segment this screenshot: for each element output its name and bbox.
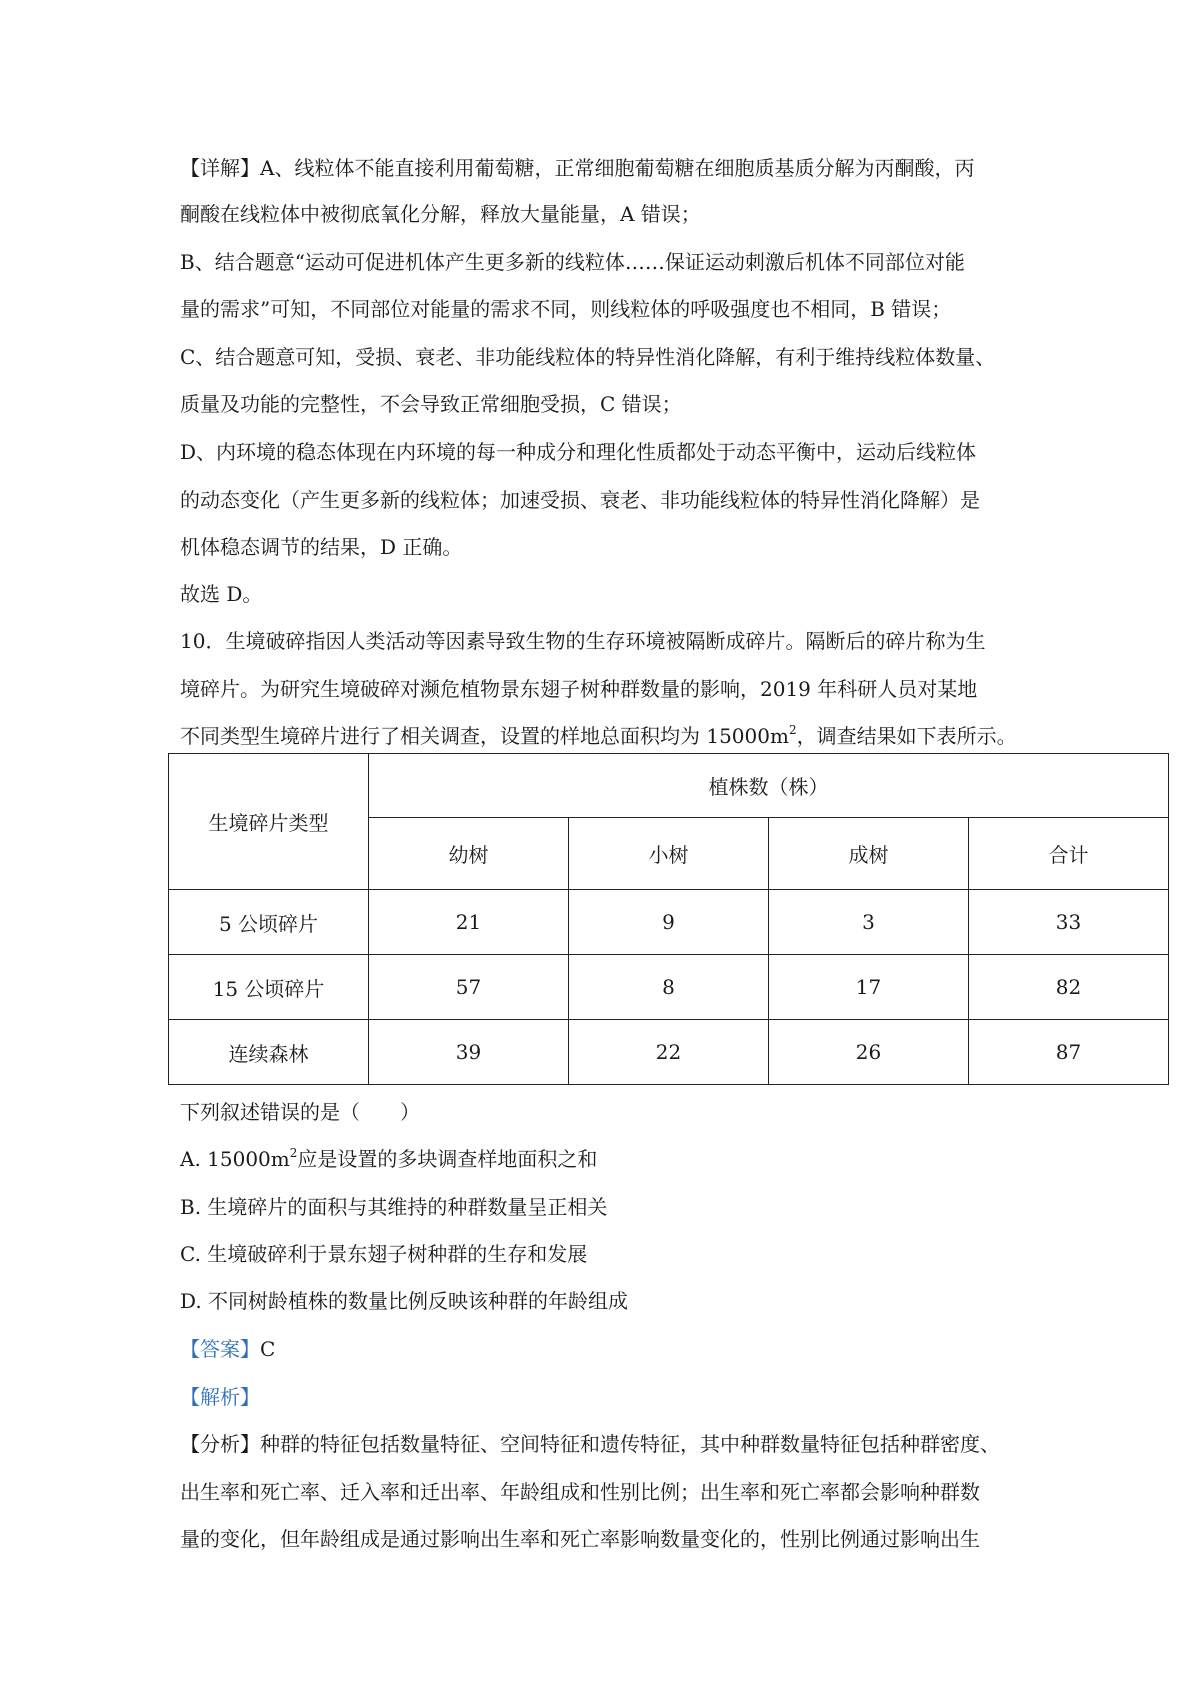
question-prompt: 下列叙述错误的是（ ） xyxy=(180,1100,420,1124)
xiangjie-line-4: 量的需求”可知，不同部位对能量的需求不同，则线粒体的呼吸强度也不相同，B 错误； xyxy=(180,297,952,321)
table-cell-type: 连续森林 xyxy=(169,1020,369,1085)
group-header-cell: 植株数（株） xyxy=(369,754,1169,818)
answer-value: C xyxy=(260,1337,276,1361)
table-cell: 82 xyxy=(969,955,1169,1020)
xiangjie-line-9: 机体稳态调节的结果，D 正确。 xyxy=(180,535,463,559)
xiangjie-line-8: 的动态变化（产生更多新的线粒体；加速受损、衰老、非功能线粒体的特异性消化降解）是 xyxy=(180,488,980,512)
column-header: 成树 xyxy=(769,818,969,890)
xiangjie-line-5: C、结合题意可知，受损、衰老、非功能线粒体的特异性消化降解，有利于维持线粒体数量、 xyxy=(180,345,996,369)
table-cell: 33 xyxy=(969,890,1169,955)
table-cell: 87 xyxy=(969,1020,1169,1085)
table-cell: 8 xyxy=(569,955,769,1020)
q10-line-2: 境碎片。为研究生境破碎对濒危植物景东翅子树种群数量的影响，2019 年科研人员对某地 xyxy=(180,677,978,701)
table-header-row xyxy=(169,754,1169,818)
fenxi-line-1: 【分析】种群的特征包括数量特征、空间特征和遗传特征，其中种群数量特征包括种群密度、 xyxy=(180,1432,1000,1456)
column-header: 幼树 xyxy=(369,818,569,890)
q10-line-1: 10．生境破碎指因人类活动等因素导致生物的生存环境被隔断成碎片。隔断后的碎片称为生 xyxy=(180,629,986,653)
option-d: D. 不同树龄植株的数量比例反映该种群的年龄组成 xyxy=(180,1289,629,1313)
xiangjie-line-6: 质量及功能的完整性，不会导致正常细胞受损，C 错误； xyxy=(180,392,682,416)
table-row xyxy=(169,890,1169,955)
table-cell: 26 xyxy=(769,1020,969,1085)
table-cell: 57 xyxy=(369,955,569,1020)
table-cell: 9 xyxy=(569,890,769,955)
table-cell-type: 5 公顷碎片 xyxy=(169,890,369,955)
xiangjie-line-7: D、内环境的稳态体现在内环境的每一种成分和理化性质都处于动态平衡中，运动后线粒体 xyxy=(180,440,977,464)
xiangjie-tag: 【详解】 xyxy=(180,156,260,180)
answer-tag: 【答案】 xyxy=(180,1337,260,1361)
column-header: 小树 xyxy=(569,818,769,890)
table-cell: 22 xyxy=(569,1020,769,1085)
option-b: B. 生境碎片的面积与其维持的种群数量呈正相关 xyxy=(180,1195,608,1219)
table-cell: 39 xyxy=(369,1020,569,1085)
answer-line xyxy=(180,1335,1010,1363)
fenxi-line-2: 出生率和死亡率、迁入率和迁出率、年龄组成和性别比例；出生率和死亡率都会影响种群数 xyxy=(180,1480,980,1504)
xiangjie-line-2: 酮酸在线粒体中被彻底氧化分解，释放大量能量，A 错误； xyxy=(180,202,701,226)
fenxi-tag: 【分析】 xyxy=(180,1432,260,1456)
xiangjie-line-1: 【详解】A、线粒体不能直接利用葡萄糖，正常细胞葡萄糖在细胞质基质分解为丙酮酸，丙 xyxy=(180,156,975,180)
option-a: A. $15000m^2$应是设置的多块调查样地面积之和 xyxy=(180,1146,598,1171)
xiangjie-line-3: B、结合题意“运动可促进机体产生更多新的线粒体……保证运动刺激后机体不同部位对能 xyxy=(180,250,965,274)
table-cell: 17 xyxy=(769,955,969,1020)
table-cell-type: 15 公顷碎片 xyxy=(169,955,369,1020)
analysis-tag: 【解析】 xyxy=(180,1385,260,1409)
xiangjie-conclusion: 故选 D。 xyxy=(180,582,263,606)
table-cell: 3 xyxy=(769,890,969,955)
table-row xyxy=(169,955,1169,1020)
row-header-cell: 生境碎片类型 xyxy=(169,754,369,890)
q10-line-3: 不同类型生境碎片进行了相关调查，设置的样地总面积均为 $15000m^2$，调查结果如下表所示。 xyxy=(180,723,1017,748)
column-header: 合计 xyxy=(969,818,1169,890)
option-c: C. 生境破碎利于景东翅子树种群的生存和发展 xyxy=(180,1242,588,1266)
fenxi-line-3: 量的变化，但年龄组成是通过影响出生率和死亡率影响数量变化的，性别比例通过影响出生 xyxy=(180,1527,980,1551)
table-row xyxy=(169,1020,1169,1085)
table-cell: 21 xyxy=(369,890,569,955)
survey-table xyxy=(168,753,1169,1085)
